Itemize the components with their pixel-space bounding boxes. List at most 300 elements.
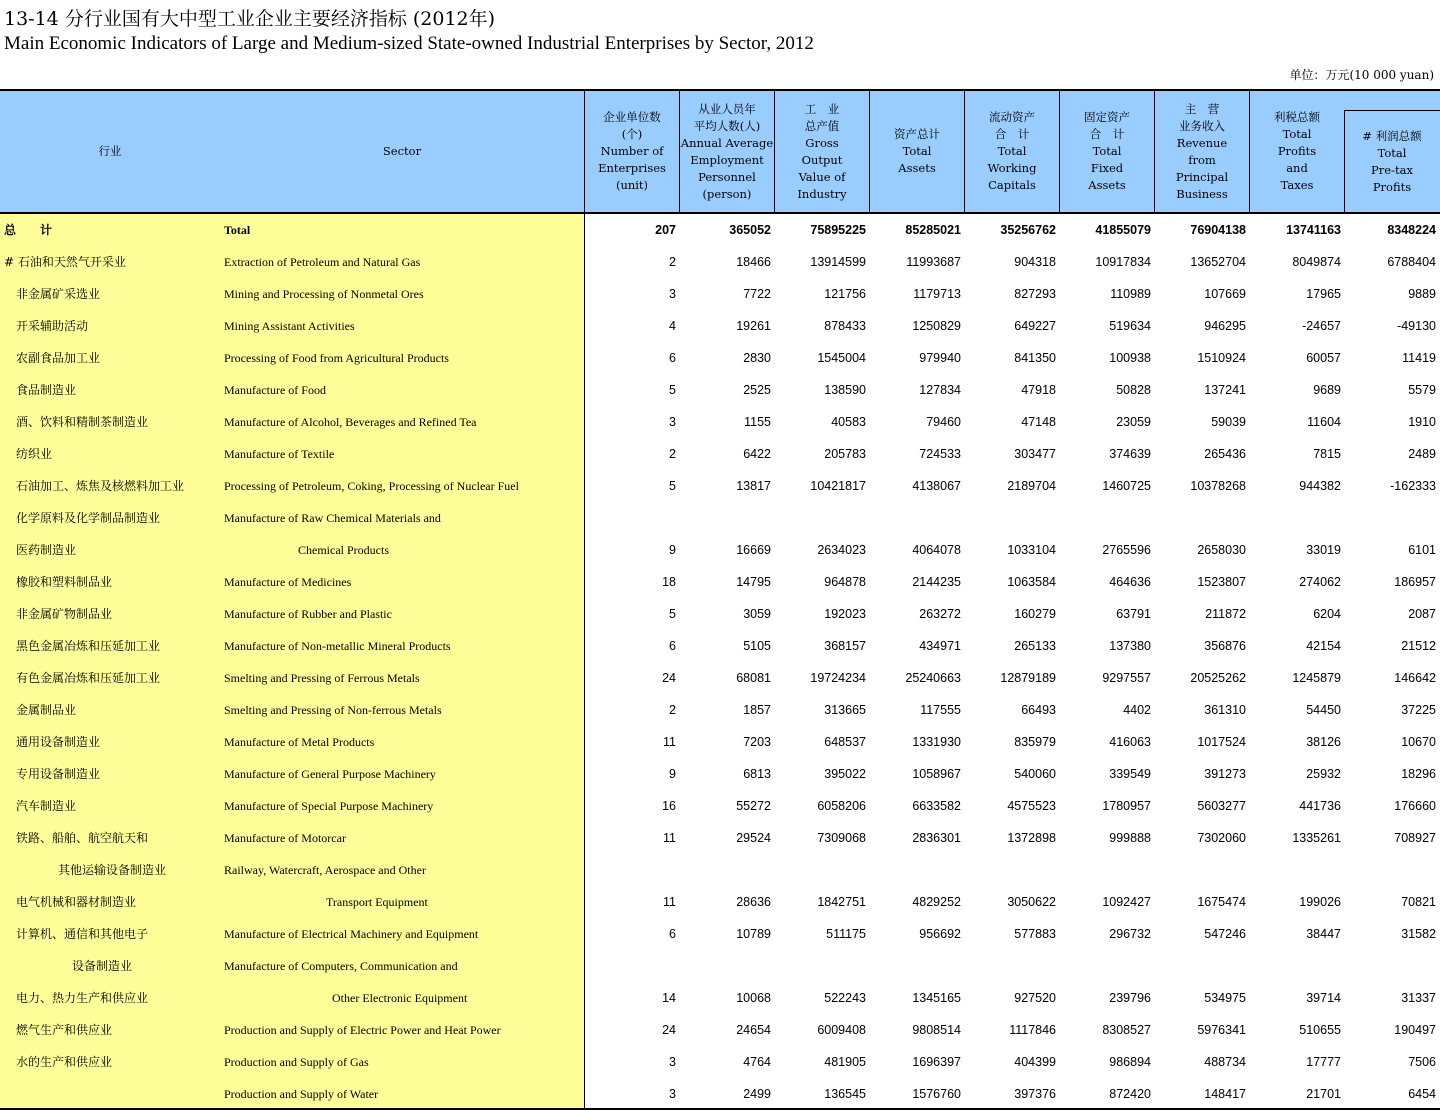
value-cell: 441736: [1299, 799, 1341, 813]
value-cell: 303477: [1014, 447, 1056, 461]
value-cell: 2: [669, 447, 676, 461]
value-cell: 4138067: [912, 479, 961, 493]
value-cell: 75895225: [810, 223, 866, 237]
value-cell: 137241: [1204, 383, 1246, 397]
sector-en-cell: Processing of Food from Agricultural Products: [224, 351, 449, 365]
table-row: [0, 822, 1440, 854]
sector-cn-cell: 化学原料及化学制品制造业: [16, 511, 161, 525]
header-sector-en: Sector: [382, 144, 422, 158]
value-cell: 946295: [1204, 319, 1246, 333]
value-cell: 85285021: [905, 223, 961, 237]
value-cell: 365052: [729, 223, 771, 237]
value-cell: 397376: [1014, 1087, 1056, 1101]
sector-cn-cell: 农副食品加工业: [16, 351, 101, 365]
value-cell: [966, 502, 1056, 534]
sector-cn-cell: 电气机械和器材制造业: [16, 895, 137, 909]
value-cell: [1251, 950, 1341, 982]
sector-cn-cell: 通用设备制造业: [16, 735, 101, 749]
value-cell: 18: [662, 575, 676, 589]
value-cell: 6204: [1313, 607, 1341, 621]
value-cell: 100938: [1109, 351, 1151, 365]
sector-en-cell: Manufacture of Special Purpose Machinery: [224, 799, 434, 813]
value-cell: 63791: [1116, 607, 1151, 621]
header-pretax-profits: # 利润总额 Total Pre-tax Profits: [1362, 128, 1422, 194]
sector-cn-cell: 铁路、船舶、航空航天和: [16, 831, 149, 845]
header-gross-output: 工 业 总产值 Gross Output Value of Industry: [797, 101, 847, 201]
value-cell: 13741163: [1286, 223, 1341, 237]
value-cell: 577883: [1014, 927, 1056, 941]
value-cell: 1117846: [1009, 1023, 1056, 1037]
value-cell: [586, 502, 676, 534]
header-profits-taxes: 利税总额 Total Profits and Taxes: [1274, 110, 1320, 192]
value-cell: 964878: [824, 575, 866, 589]
value-cell: 18466: [736, 255, 771, 269]
value-cell: 16: [662, 799, 676, 813]
value-cell: 708927: [1394, 831, 1436, 845]
sector-cn-cell: 燃气生产和供应业: [16, 1023, 113, 1037]
value-cell: 11: [663, 831, 676, 845]
value-cell: [1156, 950, 1246, 982]
sector-en-cell: Manufacture of Medicines: [224, 575, 352, 589]
value-cell: -24657: [1302, 319, 1341, 333]
table-row: [0, 726, 1440, 758]
value-cell: [1061, 854, 1151, 886]
header-sector-cn: 行业: [98, 144, 122, 158]
table-row: [0, 662, 1440, 694]
sector-cn-cell: 专用设备制造业: [16, 767, 101, 781]
value-cell: 416063: [1109, 735, 1151, 749]
value-cell: [1251, 502, 1341, 534]
sector-cn-cell: 计算机、通信和其他电子: [16, 927, 149, 941]
value-cell: 31582: [1401, 927, 1436, 941]
value-cell: 3050622: [1007, 895, 1056, 909]
value-cell: 11993687: [906, 255, 961, 269]
sector-cn-cell: 金属制品业: [16, 703, 77, 717]
value-cell: 547246: [1204, 927, 1246, 941]
value-cell: 9808514: [912, 1023, 961, 1037]
value-cell: 38126: [1306, 735, 1341, 749]
value-cell: 17965: [1306, 287, 1341, 301]
sector-cn-cell: 设备制造业: [72, 959, 133, 973]
value-cell: 10421817: [810, 479, 866, 493]
value-cell: 1155: [744, 415, 771, 429]
sector-cn-cell: 非金属矿采选业: [16, 287, 101, 301]
header-revenue: 主 营 业务收入 Revenue from Principal Business: [1175, 101, 1229, 201]
value-cell: 25240663: [905, 671, 961, 685]
value-cell: 313665: [824, 703, 866, 717]
value-cell: 979940: [919, 351, 961, 365]
value-cell: 55272: [736, 799, 771, 813]
value-cell: 11: [663, 895, 676, 909]
table-title-cn: 13-14 分行业国有大中型工业企业主要经济指标 (2012年): [4, 8, 496, 30]
value-cell: 522243: [824, 991, 866, 1005]
header-working-capitals: 流动资产 合 计 Total Working Capitals: [987, 110, 1037, 192]
value-cell: 47148: [1021, 415, 1056, 429]
value-cell: 41855079: [1095, 223, 1151, 237]
value-cell: 395022: [824, 767, 866, 781]
value-cell: [681, 950, 771, 982]
sector-cn-cell: 食品制造业: [16, 383, 77, 397]
sector-cn-cell: 非金属矿物制品业: [16, 607, 113, 621]
value-cell: [966, 950, 1056, 982]
sector-en-cell: Production and Supply of Water: [224, 1087, 379, 1101]
value-cell: 9297557: [1102, 671, 1151, 685]
unit-label: 单位：万元(10 000 yuan): [1289, 68, 1434, 82]
value-cell: 10789: [736, 927, 771, 941]
value-cell: 68081: [736, 671, 771, 685]
value-cell: 841350: [1014, 351, 1056, 365]
value-cell: 4575523: [1007, 799, 1056, 813]
table-row: [0, 470, 1440, 502]
value-cell: 540060: [1014, 767, 1056, 781]
header-fixed-assets: 固定资产 合 计 Total Fixed Assets: [1084, 110, 1130, 192]
table-row: [0, 758, 1440, 790]
value-cell: 29524: [736, 831, 771, 845]
table-row: [0, 694, 1440, 726]
table-row: [0, 1014, 1440, 1046]
value-cell: 7309068: [817, 831, 866, 845]
value-cell: [681, 502, 771, 534]
sector-en-cell: Manufacture of Rubber and Plastic: [224, 607, 392, 621]
value-cell: 138590: [824, 383, 866, 397]
table-row: [0, 566, 1440, 598]
value-cell: 176660: [1394, 799, 1436, 813]
table-title-en: Main Economic Indicators of Large and Medium-sized State-owned Industrial Enterprises by Sector, 2012: [4, 33, 814, 54]
value-cell: 66493: [1021, 703, 1056, 717]
value-cell: 110989: [1110, 287, 1151, 301]
table-row: [0, 278, 1440, 310]
sector-en-cell: Total: [224, 223, 251, 237]
value-cell: 21512: [1401, 639, 1436, 653]
value-cell: 872420: [1109, 1087, 1151, 1101]
sector-cn-cell: 开采辅助活动: [16, 319, 89, 333]
value-cell: 107669: [1204, 287, 1246, 301]
header-employment: 从业人员年 平均人数(人) Annual Average Employment Personnel (person): [680, 101, 774, 201]
sector-en-cell: Mining Assistant Activities: [224, 319, 355, 333]
sector-en-cell: Manufacture of Motorcar: [224, 831, 346, 845]
value-cell: 127834: [919, 383, 961, 397]
value-cell: 2087: [1408, 607, 1436, 621]
value-cell: [586, 950, 676, 982]
value-cell: 4064078: [912, 543, 961, 557]
value-cell: 1335261: [1292, 831, 1341, 845]
value-cell: 511175: [826, 927, 866, 941]
value-cell: 5: [669, 383, 676, 397]
value-cell: 265436: [1204, 447, 1246, 461]
value-cell: 14795: [736, 575, 771, 589]
value-cell: 31337: [1401, 991, 1436, 1005]
value-cell: [1251, 854, 1341, 886]
sector-en-cell: Mining and Processing of Nonmetal Ores: [224, 287, 424, 301]
value-cell: 21701: [1306, 1087, 1341, 1101]
value-cell: 117555: [920, 703, 961, 717]
value-cell: 11419: [1402, 351, 1436, 365]
value-cell: 5603277: [1197, 799, 1246, 813]
value-cell: 146642: [1394, 671, 1436, 685]
table-row: [0, 950, 1440, 982]
value-cell: 5105: [743, 639, 771, 653]
value-cell: 878433: [824, 319, 866, 333]
value-cell: 1063584: [1007, 575, 1056, 589]
value-cell: 827293: [1014, 287, 1056, 301]
table-row: [0, 630, 1440, 662]
value-cell: 28636: [736, 895, 771, 909]
value-cell: 2144235: [912, 575, 961, 589]
table-row: [0, 534, 1440, 566]
table-row: [0, 310, 1440, 342]
sector-en-cell: Extraction of Petroleum and Natural Gas: [224, 255, 421, 269]
value-cell: [871, 950, 961, 982]
value-cell: 24: [662, 1023, 676, 1037]
value-cell: 33019: [1306, 543, 1341, 557]
sector-en-cell: Smelting and Pressing of Ferrous Metals: [224, 671, 420, 685]
value-cell: 339549: [1109, 767, 1151, 781]
value-cell: 14: [662, 991, 676, 1005]
value-cell: 79460: [926, 415, 961, 429]
value-cell: 1092427: [1102, 895, 1151, 909]
value-cell: 7815: [1313, 447, 1341, 461]
value-cell: 1510924: [1197, 351, 1246, 365]
value-cell: 1345165: [912, 991, 961, 1005]
sector-en-cell: Manufacture of Alcohol, Beverages and Refined Tea: [224, 415, 477, 429]
value-cell: 47918: [1021, 383, 1056, 397]
value-cell: 6422: [743, 447, 771, 461]
table-row: [0, 1078, 1440, 1110]
sector-en-cell: Production and Supply of Electric Power and Heat Power: [224, 1023, 501, 1037]
value-cell: 25932: [1306, 767, 1341, 781]
sector-en-cell: Processing of Petroleum, Coking, Processing of Nuclear Fuel: [224, 479, 519, 493]
value-cell: [1346, 502, 1436, 534]
value-cell: 59039: [1211, 415, 1246, 429]
value-cell: 10378268: [1190, 479, 1246, 493]
sector-en-cell: Manufacture of Food: [224, 383, 326, 397]
sector-en-cell: Production and Supply of Gas: [224, 1055, 369, 1069]
value-cell: 9: [669, 767, 676, 781]
value-cell: 999888: [1109, 831, 1151, 845]
value-cell: 17777: [1306, 1055, 1341, 1069]
value-cell: [966, 854, 1056, 886]
sector-cn-cell: 有色金属冶炼和压延加工业: [16, 671, 161, 685]
value-cell: 6: [669, 927, 676, 941]
value-cell: 1372898: [1007, 831, 1056, 845]
value-cell: 1331930: [912, 735, 961, 749]
value-cell: 16669: [736, 543, 771, 557]
value-cell: 265133: [1014, 639, 1056, 653]
sector-en-cell: Railway, Watercraft, Aerospace and Other: [224, 863, 426, 877]
value-cell: 50828: [1116, 383, 1151, 397]
value-cell: 211872: [1205, 607, 1246, 621]
value-cell: -49130: [1397, 319, 1436, 333]
value-cell: 35256762: [1000, 223, 1056, 237]
table-row: [0, 406, 1440, 438]
value-cell: 1675474: [1197, 895, 1246, 909]
sector-en-cell: Transport Equipment: [326, 895, 428, 909]
value-cell: 1910: [1408, 415, 1436, 429]
value-cell: 4829252: [912, 895, 961, 909]
sector-en-cell: Other Electronic Equipment: [332, 991, 468, 1005]
value-cell: 2499: [743, 1087, 771, 1101]
value-cell: [871, 854, 961, 886]
table-row: [0, 342, 1440, 374]
value-cell: 296732: [1109, 927, 1151, 941]
value-cell: 2658030: [1197, 543, 1246, 557]
value-cell: 11: [663, 735, 676, 749]
table-row: [0, 886, 1440, 918]
value-cell: 649227: [1014, 319, 1056, 333]
table-row: [0, 438, 1440, 470]
sector-en-cell: Manufacture of Textile: [224, 447, 335, 461]
sector-cn-cell: 汽车制造业: [16, 799, 77, 813]
sector-cn-cell: 电力、热力生产和供应业: [16, 991, 149, 1005]
table-row: [0, 918, 1440, 950]
value-cell: 137380: [1109, 639, 1151, 653]
value-cell: 519634: [1109, 319, 1151, 333]
value-cell: 20525262: [1190, 671, 1246, 685]
value-cell: 1245879: [1292, 671, 1341, 685]
value-cell: 186957: [1394, 575, 1436, 589]
value-cell: 199026: [1299, 895, 1341, 909]
value-cell: 2189704: [1007, 479, 1056, 493]
value-cell: 648537: [824, 735, 866, 749]
value-cell: 1576760: [912, 1087, 961, 1101]
table-row: [0, 214, 1440, 246]
value-cell: 11604: [1307, 415, 1341, 429]
value-cell: [1061, 502, 1151, 534]
value-cell: 361310: [1204, 703, 1246, 717]
value-cell: 1857: [743, 703, 771, 717]
table-row: [0, 1046, 1440, 1078]
value-cell: 205783: [824, 447, 866, 461]
value-cell: 986894: [1109, 1055, 1151, 1069]
value-cell: 274062: [1299, 575, 1341, 589]
sector-cn-cell: 其他运输设备制造业: [58, 863, 167, 877]
value-cell: 42154: [1306, 639, 1341, 653]
sector-cn-cell: 总 计: [4, 223, 53, 237]
table-row: [0, 598, 1440, 630]
value-cell: -162333: [1390, 479, 1436, 493]
value-cell: 192023: [824, 607, 866, 621]
value-cell: 23059: [1116, 415, 1151, 429]
value-cell: 37225: [1401, 703, 1436, 717]
value-cell: 835979: [1014, 735, 1056, 749]
value-cell: 7302060: [1197, 831, 1246, 845]
value-cell: 404399: [1014, 1055, 1056, 1069]
value-cell: [776, 950, 866, 982]
value-cell: 10670: [1401, 735, 1436, 749]
value-cell: [871, 502, 961, 534]
table-row: [0, 982, 1440, 1014]
value-cell: [1061, 950, 1151, 982]
value-cell: 724533: [919, 447, 961, 461]
value-cell: 7722: [743, 287, 771, 301]
sector-cn-cell: 黑色金属冶炼和压延加工业: [16, 639, 161, 653]
value-cell: 4402: [1123, 703, 1151, 717]
value-cell: 2: [669, 703, 676, 717]
value-cell: 8049874: [1292, 255, 1341, 269]
value-cell: 481905: [824, 1055, 866, 1069]
value-cell: 24: [662, 671, 676, 685]
value-cell: 2489: [1408, 447, 1436, 461]
value-cell: 2830: [743, 351, 771, 365]
sector-cn-cell: # 石油和天然气开采业: [4, 255, 126, 269]
sector-en-cell: Manufacture of Non-metallic Mineral Products: [224, 639, 451, 653]
value-cell: 391273: [1204, 767, 1246, 781]
value-cell: 5: [669, 607, 676, 621]
value-cell: 60057: [1306, 351, 1341, 365]
value-cell: 6813: [743, 767, 771, 781]
table-row: [0, 246, 1440, 278]
header-total-assets: 资产总计 Total Assets: [894, 127, 940, 175]
value-cell: 38447: [1306, 927, 1341, 941]
value-cell: 239796: [1109, 991, 1151, 1005]
value-cell: 3: [669, 287, 676, 301]
value-cell: 24654: [736, 1023, 771, 1037]
value-cell: 9: [669, 543, 676, 557]
value-cell: 13817: [736, 479, 771, 493]
value-cell: 10917834: [1095, 255, 1151, 269]
value-cell: 5: [669, 479, 676, 493]
value-cell: 207: [655, 223, 676, 237]
value-cell: [1156, 502, 1246, 534]
value-cell: 3: [669, 415, 676, 429]
value-cell: 148417: [1204, 1087, 1246, 1101]
table-row: [0, 374, 1440, 406]
value-cell: [1346, 950, 1436, 982]
value-cell: 160279: [1014, 607, 1056, 621]
value-cell: 5976341: [1197, 1023, 1246, 1037]
sector-cn-cell: 橡胶和塑料制品业: [16, 575, 113, 589]
value-cell: 1780957: [1102, 799, 1151, 813]
value-cell: 488734: [1204, 1055, 1246, 1069]
sector-en-cell: Manufacture of Metal Products: [224, 735, 375, 749]
sector-en-cell: Manufacture of Raw Chemical Materials and: [224, 511, 441, 525]
value-cell: 510655: [1299, 1023, 1341, 1037]
value-cell: 6788404: [1387, 255, 1436, 269]
value-cell: 19261: [736, 319, 771, 333]
value-cell: 534975: [1204, 991, 1246, 1005]
value-cell: 12879189: [1000, 671, 1056, 685]
value-cell: 1523807: [1197, 575, 1246, 589]
value-cell: 1179713: [913, 287, 961, 301]
value-cell: 1058967: [912, 767, 961, 781]
value-cell: 121756: [824, 287, 866, 301]
value-cell: 4764: [743, 1055, 771, 1069]
value-cell: 2: [669, 255, 676, 269]
value-cell: [586, 854, 676, 886]
table-row: [0, 790, 1440, 822]
value-cell: 956692: [919, 927, 961, 941]
value-cell: 8308527: [1102, 1023, 1151, 1037]
sector-cn-cell: 水的生产和供应业: [16, 1055, 113, 1069]
value-cell: 6101: [1408, 543, 1436, 557]
sector-cn-cell: 酒、饮料和精制茶制造业: [16, 415, 149, 429]
value-cell: 1033104: [1007, 543, 1056, 557]
value-cell: 6009408: [817, 1023, 866, 1037]
value-cell: 2525: [743, 383, 771, 397]
value-cell: [776, 502, 866, 534]
value-cell: 40583: [831, 415, 866, 429]
value-cell: 7506: [1408, 1055, 1436, 1069]
value-cell: 39714: [1306, 991, 1341, 1005]
value-cell: 5579: [1408, 383, 1436, 397]
value-cell: 904318: [1014, 255, 1056, 269]
table-row: [0, 854, 1440, 886]
value-cell: 1696397: [912, 1055, 961, 1069]
value-cell: 927520: [1014, 991, 1056, 1005]
value-cell: 13652704: [1190, 255, 1246, 269]
value-cell: 190497: [1394, 1023, 1436, 1037]
value-cell: 1545004: [817, 351, 866, 365]
